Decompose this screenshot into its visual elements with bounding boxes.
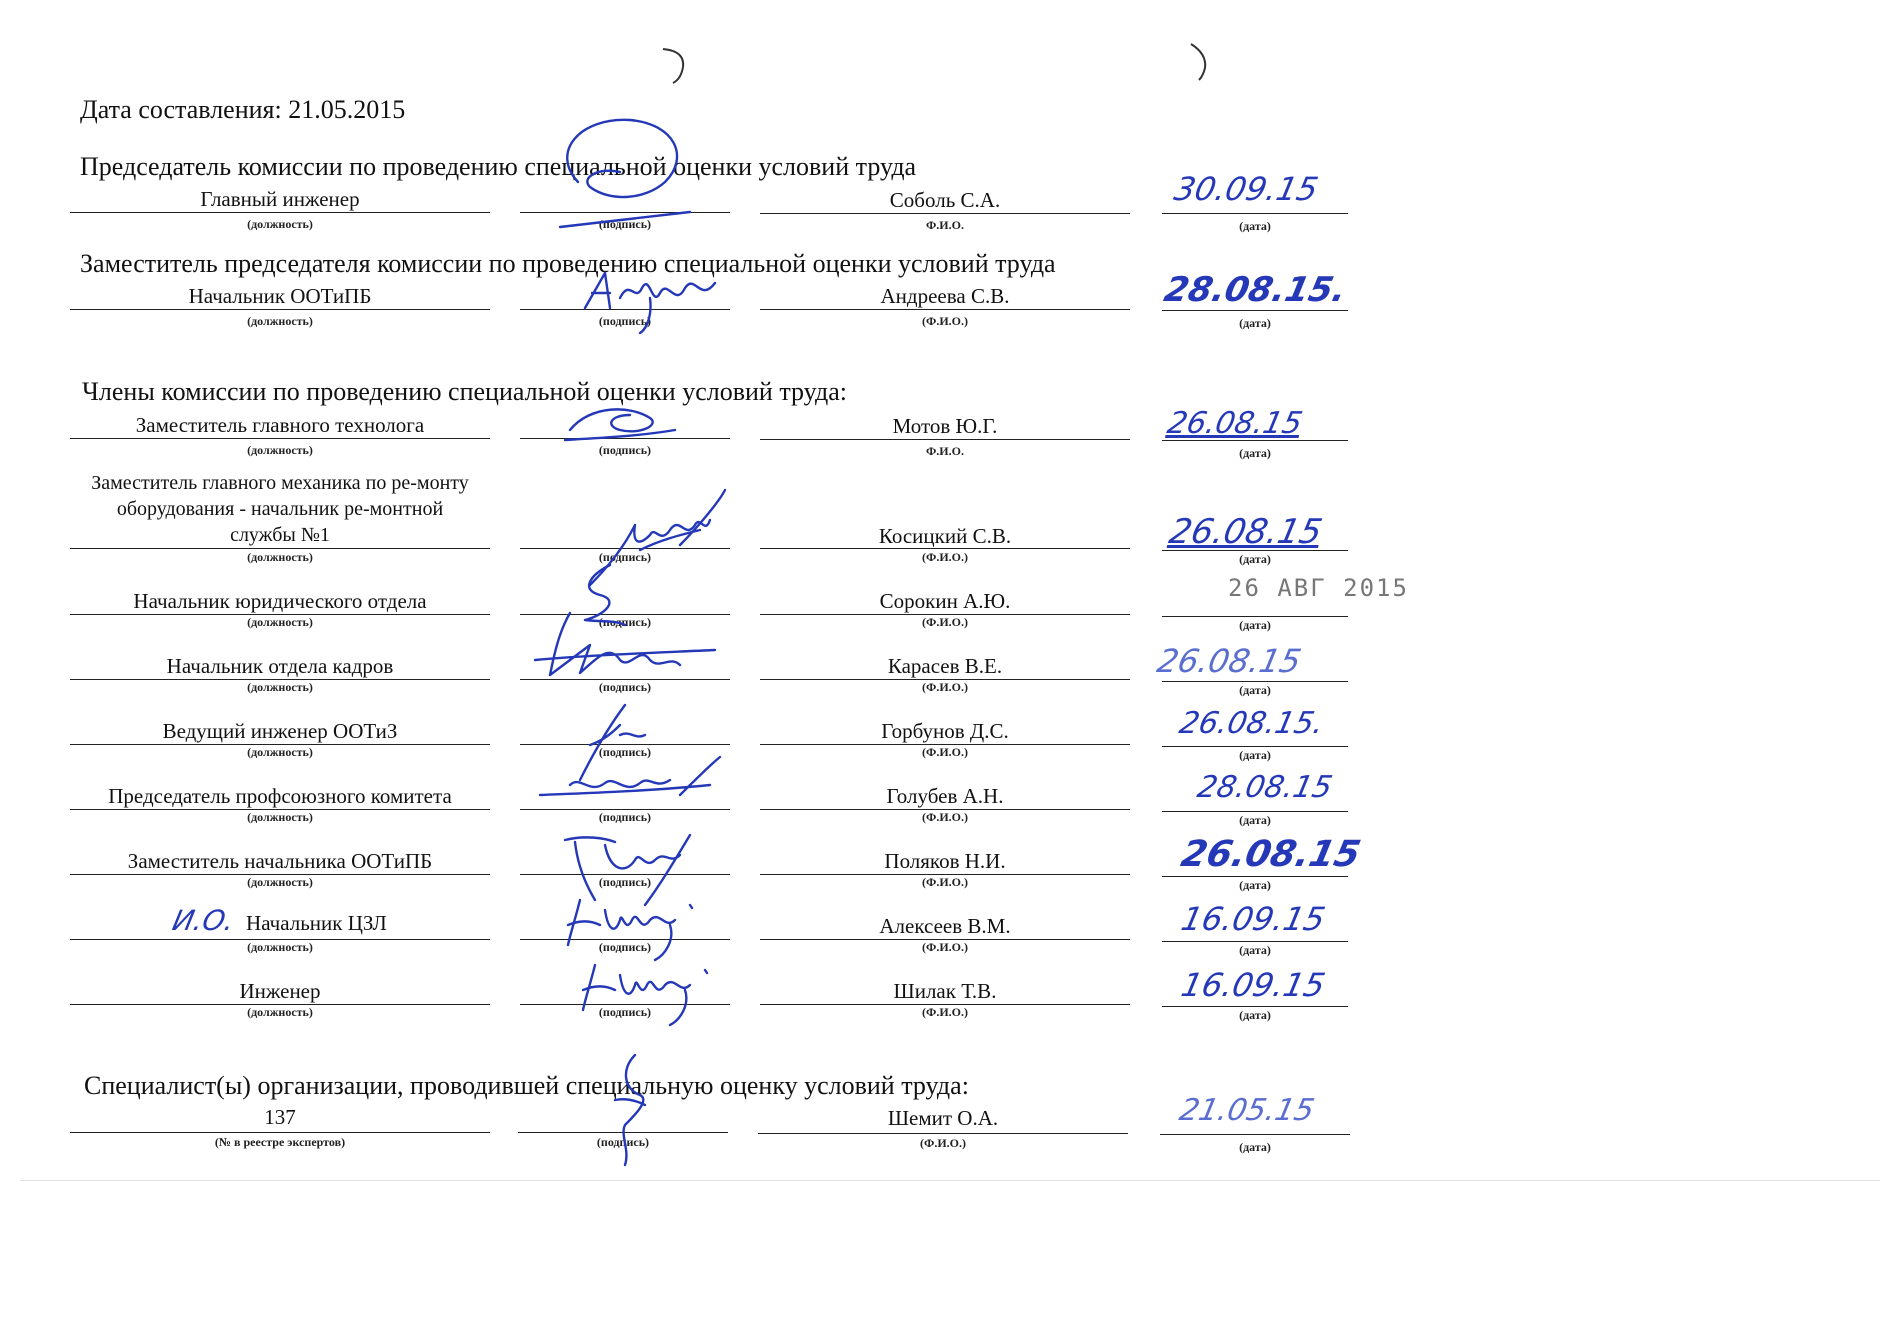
fio-value: Голубев А.Н.	[886, 784, 1004, 808]
position-value: Начальник ЦЗЛ	[246, 911, 387, 935]
signature-caption: (подпись)	[596, 1135, 650, 1149]
registry-caption: (№ в реестре экспертов)	[214, 1135, 346, 1149]
fio-value: Андреева С.В.	[880, 284, 1010, 308]
handwritten-date: 26.08.15	[1153, 642, 1305, 680]
date-caption: (дата)	[1239, 618, 1271, 632]
position-value: Заместитель начальника ООТиПБ	[127, 849, 433, 873]
date-caption: (дата)	[1239, 552, 1271, 566]
fio-caption: (Ф.И.О.)	[922, 875, 968, 889]
fio-value: Карасев В.Е.	[887, 654, 1003, 678]
position-value: Председатель профсоюзного комитета	[108, 784, 452, 808]
position-caption: (должность)	[247, 810, 313, 824]
position-caption: (должность)	[247, 875, 313, 889]
scan-fold-line	[20, 1180, 1880, 1181]
handwritten-date: 30.09.15	[1170, 170, 1322, 208]
date-caption: (дата)	[1239, 813, 1271, 827]
handwritten-date: 16.09.15	[1177, 900, 1329, 938]
position-value: Ведущий инженер ООТиЗ	[162, 719, 398, 743]
signature-caption: (подпись)	[598, 1005, 652, 1019]
signature-caption: (подпись)	[598, 875, 652, 889]
position-caption: (должность)	[247, 550, 313, 564]
handwritten-date: 28.08.15	[1194, 770, 1336, 805]
date-caption: (дата)	[1239, 316, 1271, 330]
position-caption: (должность)	[247, 940, 313, 954]
fio-value: Поляков Н.И.	[884, 849, 1006, 873]
registry-number-value: 137	[264, 1105, 296, 1129]
position-value: Главный инженер	[200, 187, 360, 211]
fio-value: Соболь С.А.	[889, 188, 1001, 212]
signature-caption: (подпись)	[598, 680, 652, 694]
position-caption: (должность)	[247, 443, 313, 457]
signature-image	[580, 268, 740, 338]
position-value: Начальник отдела кадров	[166, 654, 394, 678]
fio-value: Шилак Т.В.	[893, 979, 997, 1003]
fio-caption: (Ф.И.О.)	[922, 940, 968, 954]
date-caption: (дата)	[1239, 943, 1271, 957]
date-caption: (дата)	[1239, 219, 1271, 233]
fio-caption: (Ф.И.О.)	[922, 550, 968, 564]
signature-caption: (подпись)	[598, 314, 652, 328]
position-caption: (должность)	[247, 615, 313, 629]
fio-caption: (Ф.И.О.)	[922, 615, 968, 629]
date-caption: (дата)	[1239, 1140, 1271, 1154]
position-value: Начальник ООТиПБ	[188, 284, 372, 308]
handwritten-date: 21.05.15	[1176, 1093, 1318, 1128]
position-caption: (должность)	[247, 745, 313, 759]
section-specialists-heading: Специалист(ы) организации, проводившей специальную оценку условий труда:	[84, 1071, 969, 1100]
date-caption: (дата)	[1239, 748, 1271, 762]
position-caption: (должность)	[247, 680, 313, 694]
position-value: Инженер	[239, 979, 321, 1003]
handwritten-date: 26.08.15.	[1176, 706, 1327, 741]
fio-value: Горбунов Д.С.	[881, 719, 1009, 743]
position-caption: (должность)	[247, 217, 313, 231]
position-value: Заместитель главного механика по ре-монту оборудования - начальник ре-монтной службы №1	[91, 472, 469, 546]
position-value: Начальник юридического отдела	[133, 589, 427, 613]
signature-image	[540, 112, 700, 242]
section-vice-chair-heading: Заместитель председателя комиссии по проведению специальной оценки условий труда	[80, 249, 1056, 278]
fio-caption: (Ф.И.О.)	[920, 1136, 966, 1150]
signature-caption: (подпись)	[598, 550, 652, 564]
fio-value: Сорокин А.Ю.	[879, 589, 1011, 613]
signature-image	[530, 755, 730, 815]
fio-caption: (Ф.И.О.)	[922, 1005, 968, 1019]
handwritten-date: 16.09.15	[1177, 966, 1329, 1004]
punch-hole-mark-right	[1185, 40, 1225, 80]
signature-image	[595, 1050, 665, 1170]
position-caption: (должность)	[247, 1005, 313, 1019]
fio-value: Мотов Ю.Г.	[892, 414, 998, 438]
date-caption: (дата)	[1239, 1008, 1271, 1022]
date-caption: (дата)	[1239, 683, 1271, 697]
signature-caption: (подпись)	[598, 443, 652, 457]
signature-caption: (подпись)	[598, 745, 652, 759]
date-line: Дата составления: 21.05.2015	[80, 95, 406, 124]
signature-caption: (подпись)	[598, 615, 652, 629]
date-caption: (дата)	[1239, 446, 1271, 460]
position-caption: (должность)	[247, 314, 313, 328]
handwritten-date: 26.08.15	[1165, 512, 1326, 552]
handwritten-position-prefix: И.О.	[169, 904, 238, 937]
fio-caption: (Ф.И.О.)	[922, 810, 968, 824]
section-chair-heading: Председатель комиссии по проведению специальной оценки условий труда	[80, 152, 917, 181]
fio-caption: (Ф.И.О.)	[922, 314, 968, 328]
signature-caption: (подпись)	[598, 810, 652, 824]
signature-image	[530, 605, 720, 685]
fio-caption: Ф.И.О.	[926, 218, 964, 232]
fio-value: Косицкий С.В.	[878, 524, 1012, 548]
date-caption: (дата)	[1239, 878, 1271, 892]
fio-caption: Ф.И.О.	[926, 444, 964, 458]
fio-value: Алексеев В.М.	[879, 914, 1011, 938]
section-members-heading: Члены комиссии по проведению специальной оценки условий труда:	[82, 377, 848, 406]
signature-caption: (подпись)	[598, 217, 652, 231]
date-stamp: 26 АВГ 2015	[1228, 574, 1409, 602]
signature-caption: (подпись)	[598, 940, 652, 954]
signature-image	[575, 955, 745, 1035]
position-wrapper	[70, 904, 490, 937]
fio-value: Шемит О.А.	[887, 1106, 999, 1130]
position-value: Заместитель главного технолога	[135, 413, 425, 437]
signature-image	[560, 400, 680, 450]
punch-hole-mark-left	[655, 45, 695, 85]
handwritten-date: 26.08.15	[1177, 834, 1365, 875]
fio-caption: (Ф.И.О.)	[922, 680, 968, 694]
handwritten-date: 26.08.15	[1164, 406, 1306, 441]
handwritten-date: 28.08.15.	[1160, 270, 1350, 310]
fio-caption: (Ф.И.О.)	[922, 745, 968, 759]
